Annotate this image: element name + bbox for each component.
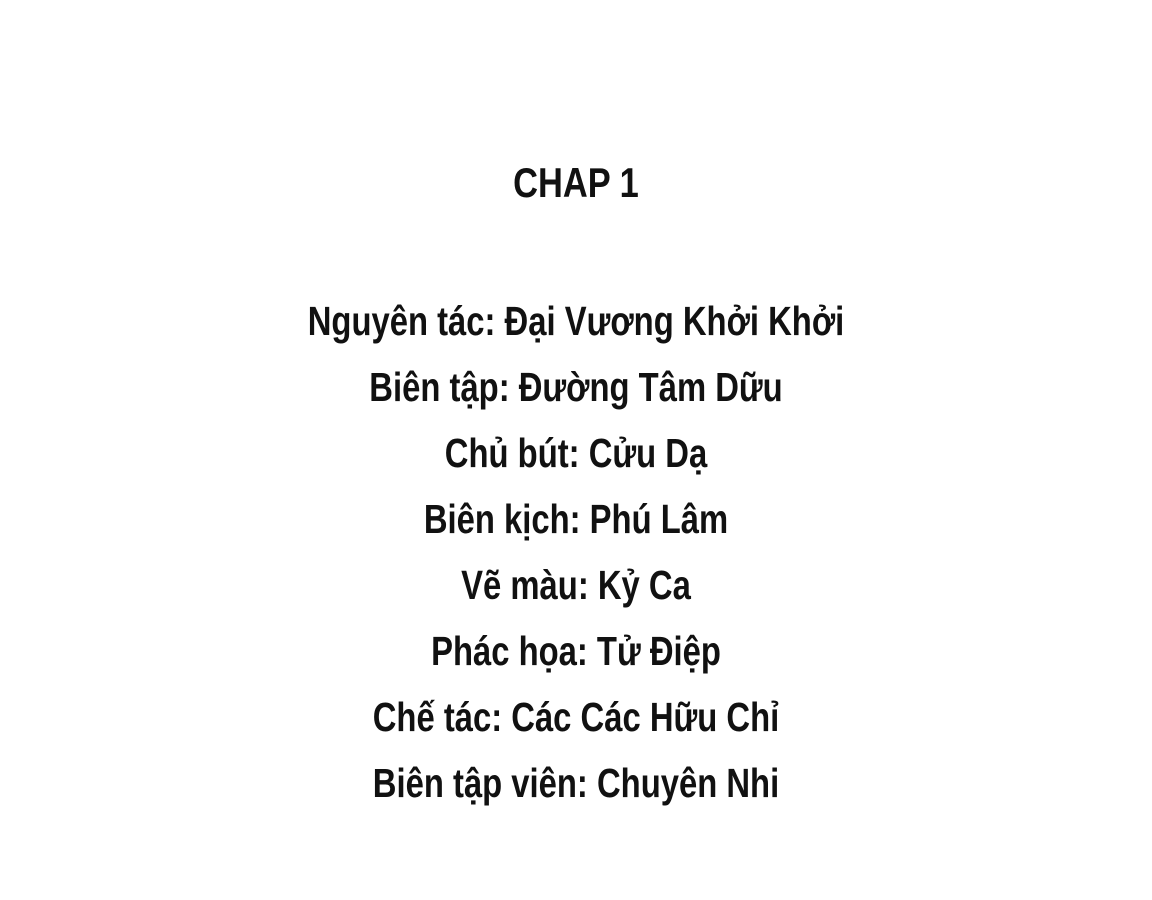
chapter-title: CHAP 1 (513, 159, 639, 206)
credit-colorist: Vẽ màu: Kỷ Ca (461, 562, 691, 608)
credit-producer: Chế tác: Các Các Hữu Chỉ (372, 694, 780, 740)
credit-editor: Biên tập: Đường Tâm Dữu (369, 364, 783, 410)
credit-scriptwriter: Biên kịch: Phú Lâm (423, 496, 729, 542)
credits-list (0, 288, 1152, 816)
credit-lead-artist: Chủ bút: Cửu Dạ (444, 430, 708, 476)
credit-sketch-artist: Phác họa: Tử Điệp (431, 628, 721, 674)
credit-assistant-editor: Biên tập viên: Chuyên Nhi (372, 760, 780, 806)
credit-original-author: Nguyên tác: Đại Vương Khởi Khởi (307, 298, 845, 344)
